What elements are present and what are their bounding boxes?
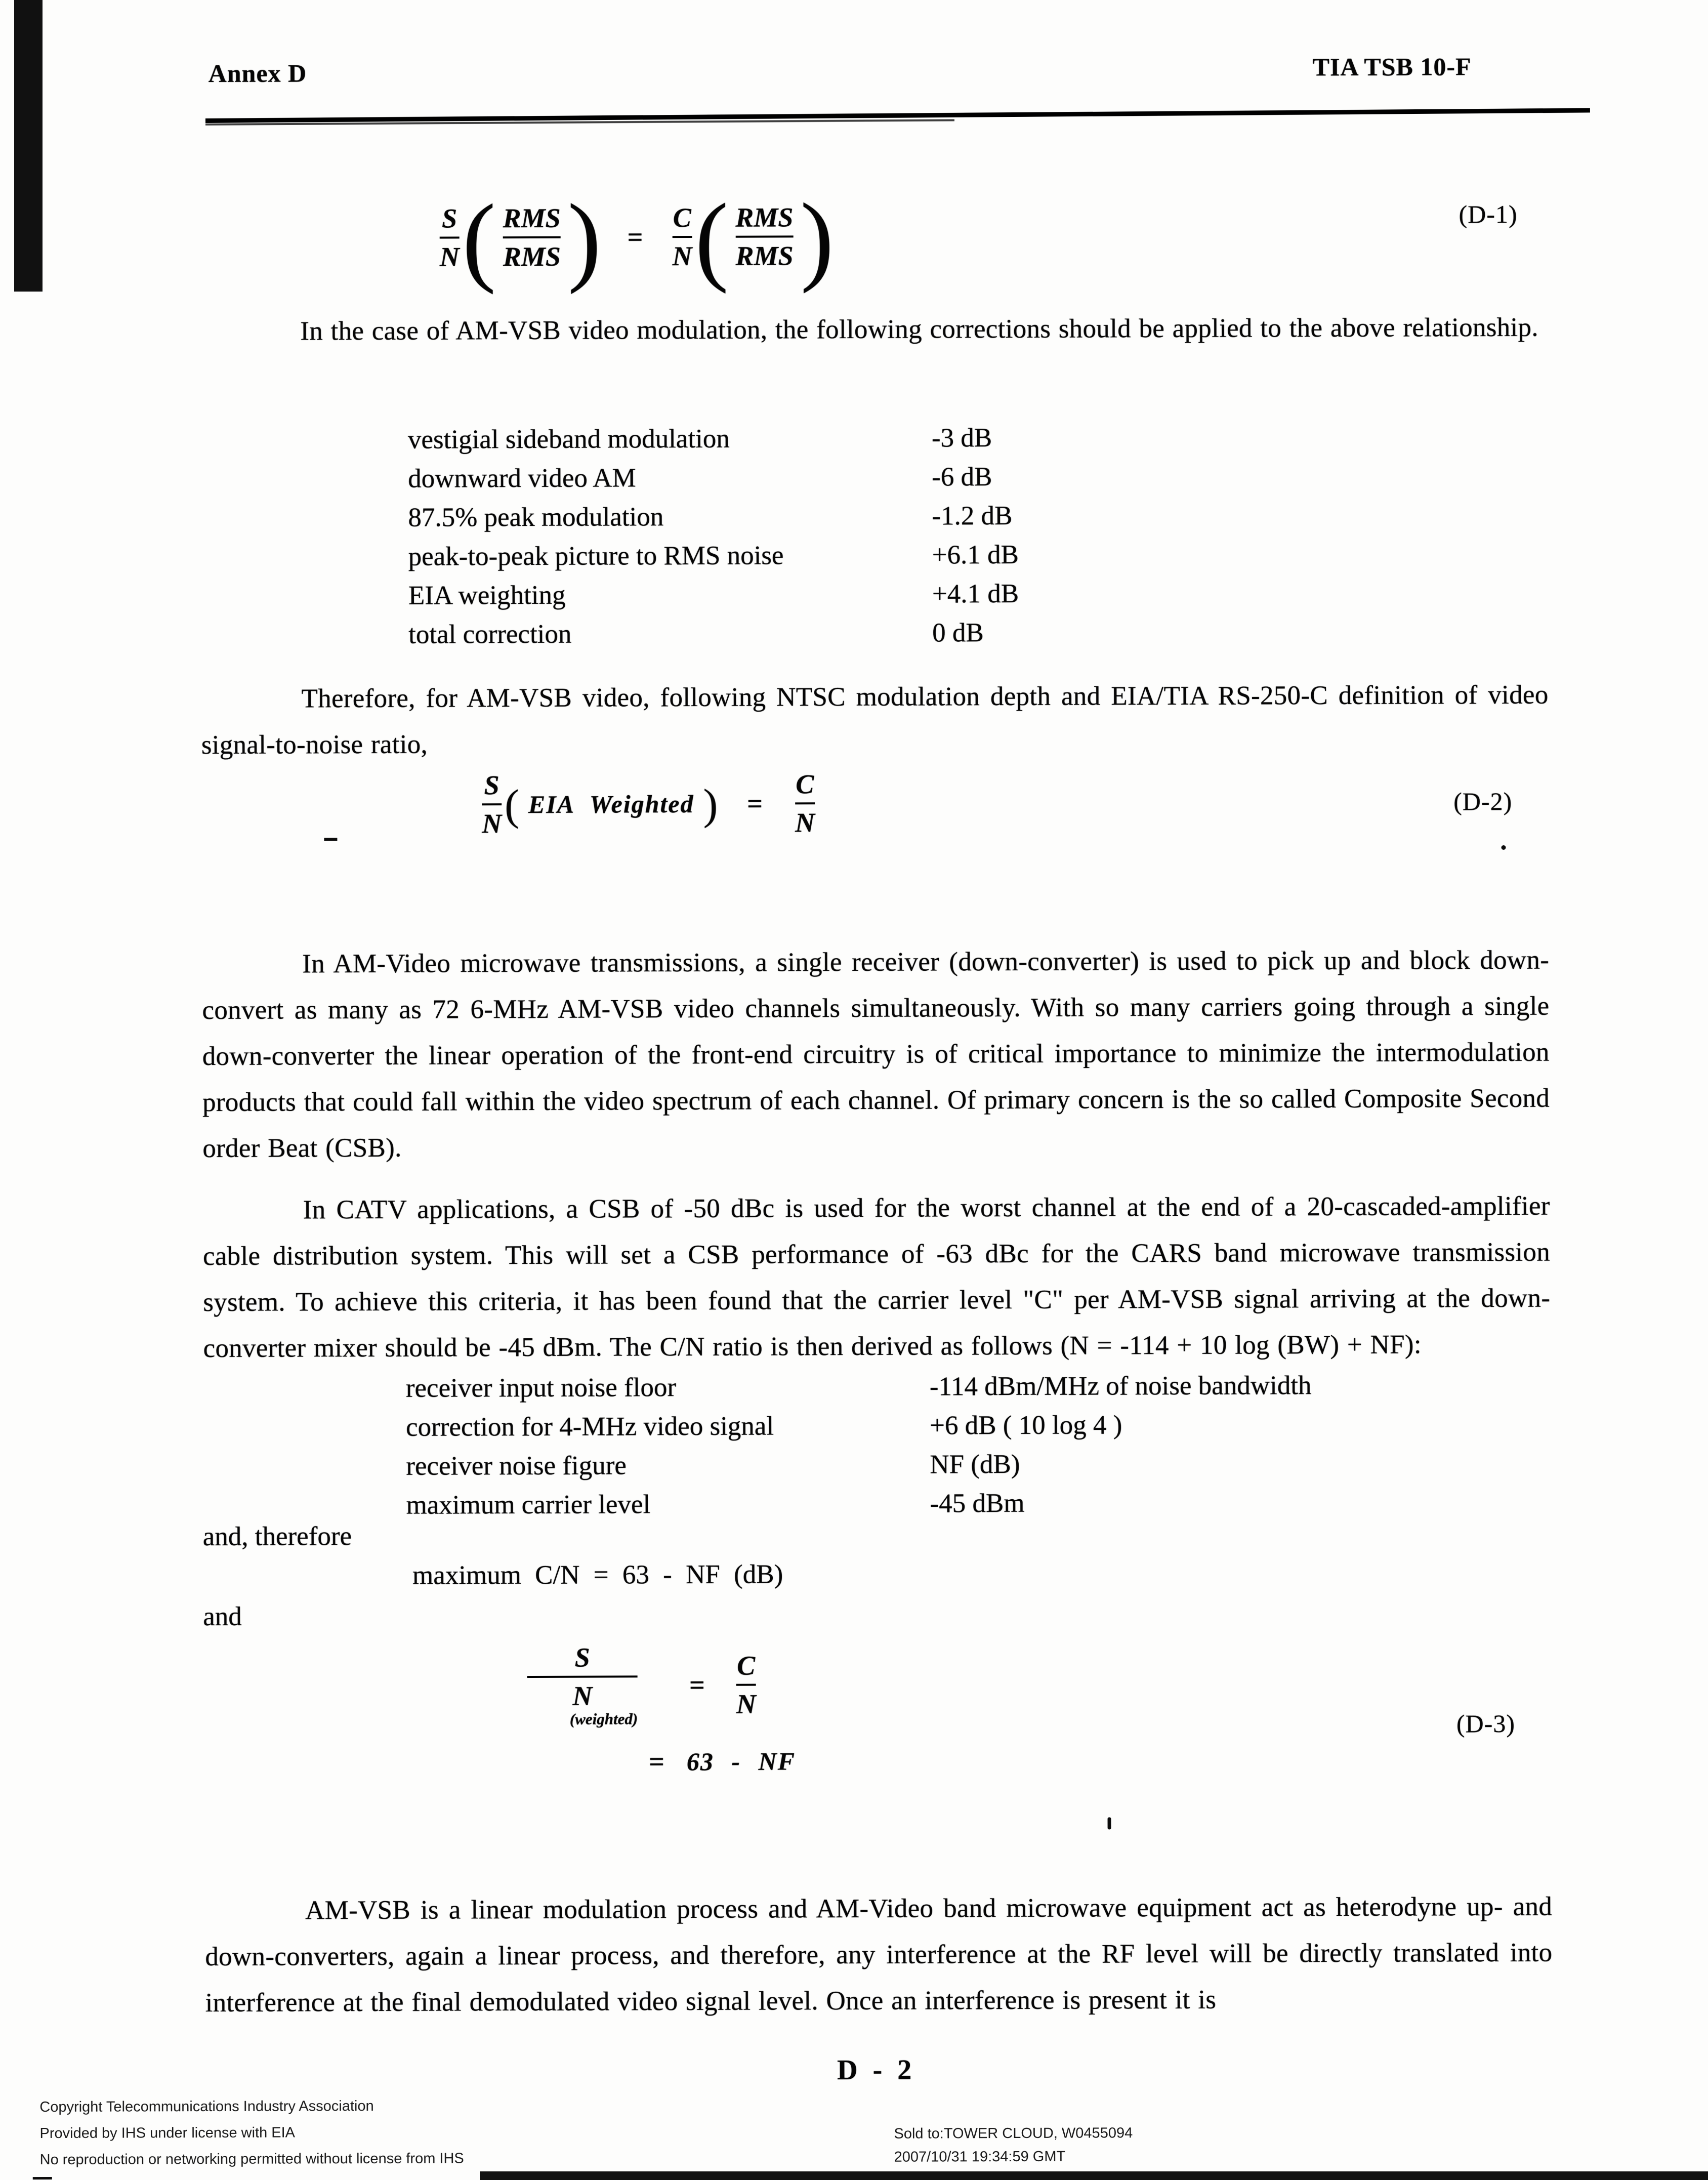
- fraction-bar: [795, 802, 815, 804]
- table-row: [408, 540, 1019, 581]
- close-paren: ): [703, 780, 718, 829]
- and-text: and: [203, 1601, 242, 1632]
- numerator: S: [484, 770, 499, 801]
- row-value: +6.1 dB: [932, 540, 1019, 570]
- equation-d1: [436, 182, 834, 295]
- equals-sign: =: [627, 222, 643, 253]
- footer-copyright: Copyright Telecommunications Industry Association: [39, 2097, 374, 2116]
- row-label: 87.5% peak modulation: [408, 502, 664, 532]
- and-therefore-text: and, therefore: [202, 1521, 352, 1552]
- paragraph-5: AM-VSB is a linear modulation process and AM-Video band microwave equipment act as heterodyne up- and down-converters, again a linear process, and therefore, any interference at the RF level will be directly translated into interference at the final demodulated video signal level. Once an interference is present it is: [205, 1891, 1553, 2018]
- numerator: S: [574, 1642, 590, 1673]
- footer-timestamp: 2007/10/31 19:34:59 GMT: [894, 2148, 1066, 2165]
- fraction-s-over-n: [436, 203, 462, 271]
- fraction-bar: [440, 236, 460, 238]
- numerator: S: [441, 203, 457, 234]
- paragraph-1: In the case of AM-VSB video modulation, the following corrections should be applied to the above relationship.: [300, 312, 1538, 346]
- table-row: [408, 501, 1018, 542]
- row-value: +4.1 dB: [932, 579, 1019, 609]
- denominator: RMS: [735, 240, 794, 271]
- footer-license: Provided by IHS under license with EIA: [39, 2124, 296, 2142]
- denominator: RMS: [503, 241, 561, 272]
- scan-speck: [33, 2177, 52, 2179]
- equation-d3-line2: [649, 1745, 796, 1777]
- row-value: -114 dBm/MHz of noise bandwidth: [929, 1371, 1312, 1402]
- table-row: [406, 1370, 1312, 1412]
- equals-sign: =: [747, 788, 763, 819]
- equation-d2: [479, 765, 818, 842]
- close-paren: ): [567, 183, 602, 295]
- paragraph-3: In AM-Video microwave transmissions, a single receiver (down-converter) is used to pick up and block down-convert as many as 72 6-MHz AM-VSB video channels simultaneously. With so many carriers going through a single down-converter the linear operation of the front-end circuitry is of critical importance to minimize the intermodulation products that could fall within the video spectrum of each channel. Of primary concern is the so called Composite Second order Beat (CSB).: [202, 945, 1550, 1164]
- equation-label-d1: (D-1): [1459, 199, 1518, 229]
- equals-sign: =: [689, 1669, 705, 1701]
- row-label: receiver noise figure: [406, 1451, 627, 1481]
- equation-label-d2: (D-2): [1453, 787, 1513, 816]
- paragraph-2: Therefore, for AM-VSB video, following NTSC modulation depth and EIA/TIA RS-250-C definition of video signal-to-noise ratio,: [201, 680, 1549, 760]
- result-expression: 63 - NF: [686, 1747, 796, 1776]
- row-label: peak-to-peak picture to RMS noise: [408, 541, 784, 571]
- denominator: N: [572, 1680, 593, 1711]
- max-cn-expression: maximum C/N = 63 - NF (dB): [412, 1559, 783, 1590]
- paragraph-4: In CATV applications, a CSB of -50 dBc is used for the worst channel at the end of a 20-cascaded-amplifier cable distribution system. This will set a CSB performance of -63 dBc for the CARS band microwave transmission system. To achieve this criteria, it has been found that the carrier level "C" per AM-VSB signal arriving at the down-converter mixer should be -45 dBm. The C/N ratio is then derived as follows (N = -114 + 10 log (BW) + NF):: [202, 1191, 1551, 1364]
- row-label: correction for 4-MHz video signal: [405, 1411, 774, 1442]
- fraction-rms-over-rms: [728, 202, 800, 270]
- scan-speck: [324, 838, 337, 841]
- equals-sign: =: [649, 1746, 665, 1777]
- table-row: [406, 1487, 1312, 1529]
- numerator: C: [796, 769, 814, 800]
- row-value: NF (dB): [930, 1449, 1020, 1479]
- scan-speck: [1501, 845, 1506, 850]
- fraction-s-over-n: [479, 770, 505, 838]
- table-row: [406, 1409, 1312, 1451]
- scan-speck: [1108, 1817, 1111, 1829]
- table-row: [408, 462, 1018, 503]
- corrections-table: [408, 423, 1019, 659]
- open-paren: (: [462, 184, 496, 295]
- open-paren: (: [505, 780, 520, 830]
- row-value: +6 dB ( 10 log 4 ): [929, 1410, 1122, 1441]
- noise-budget-table: [406, 1370, 1312, 1529]
- row-value: -45 dBm: [930, 1488, 1025, 1518]
- footer-reproduction-notice: No reproduction or networking permitted without license from IHS: [39, 2150, 464, 2168]
- fraction-bar: [736, 1684, 756, 1686]
- denominator: N: [736, 1689, 756, 1719]
- row-value: -3 dB: [931, 423, 992, 453]
- numerator: RMS: [503, 202, 561, 234]
- denominator: N: [439, 241, 460, 272]
- document-id: TIA TSB 10-F: [1312, 52, 1472, 81]
- fraction-bar: [482, 803, 502, 805]
- footer-sold-to: Sold to:TOWER CLOUD, W0455094: [894, 2125, 1133, 2142]
- denominator: N: [672, 240, 692, 272]
- open-paren: (: [695, 183, 729, 294]
- denominator: N: [795, 807, 815, 838]
- table-row: [408, 423, 1018, 464]
- row-value: 0 dB: [932, 618, 984, 648]
- numerator: C: [737, 1650, 756, 1681]
- equation-d3: [524, 1639, 759, 1731]
- fraction-c-over-n: [669, 203, 695, 271]
- row-label: vestigial sideband modulation: [407, 424, 730, 455]
- fraction-bar: [672, 236, 692, 238]
- numerator: RMS: [735, 202, 794, 233]
- row-label: receiver input noise floor: [405, 1373, 677, 1403]
- annex-title: Annex D: [208, 59, 307, 88]
- fraction-c-over-n: [792, 769, 818, 837]
- table-row: [408, 579, 1019, 620]
- fraction-rms-over-rms: [495, 203, 567, 271]
- row-label: total correction: [408, 619, 572, 649]
- numerator: C: [673, 202, 691, 233]
- table-row: [406, 1448, 1312, 1490]
- close-paren: ): [800, 182, 834, 294]
- eia-weighted-text: EIA Weighted: [528, 789, 694, 819]
- denominator: N: [482, 808, 502, 839]
- fraction-c-over-n: [733, 1651, 759, 1719]
- row-label: maximum carrier level: [406, 1490, 651, 1520]
- row-value: -6 dB: [932, 462, 992, 492]
- fraction-s-over-n-weighted: [524, 1642, 641, 1728]
- equation-label-d3: (D-3): [1456, 1709, 1516, 1738]
- fraction-bar: [503, 236, 561, 238]
- row-label: EIA weighting: [408, 580, 566, 610]
- page-number: D - 2: [837, 2054, 916, 2086]
- fraction-bar: [735, 235, 793, 237]
- table-row: [408, 618, 1019, 659]
- fraction-bar: [527, 1675, 638, 1678]
- row-label: downward video AM: [408, 463, 636, 493]
- weighted-subscript: (weighted): [569, 1710, 638, 1728]
- row-value: -1.2 dB: [932, 501, 1013, 531]
